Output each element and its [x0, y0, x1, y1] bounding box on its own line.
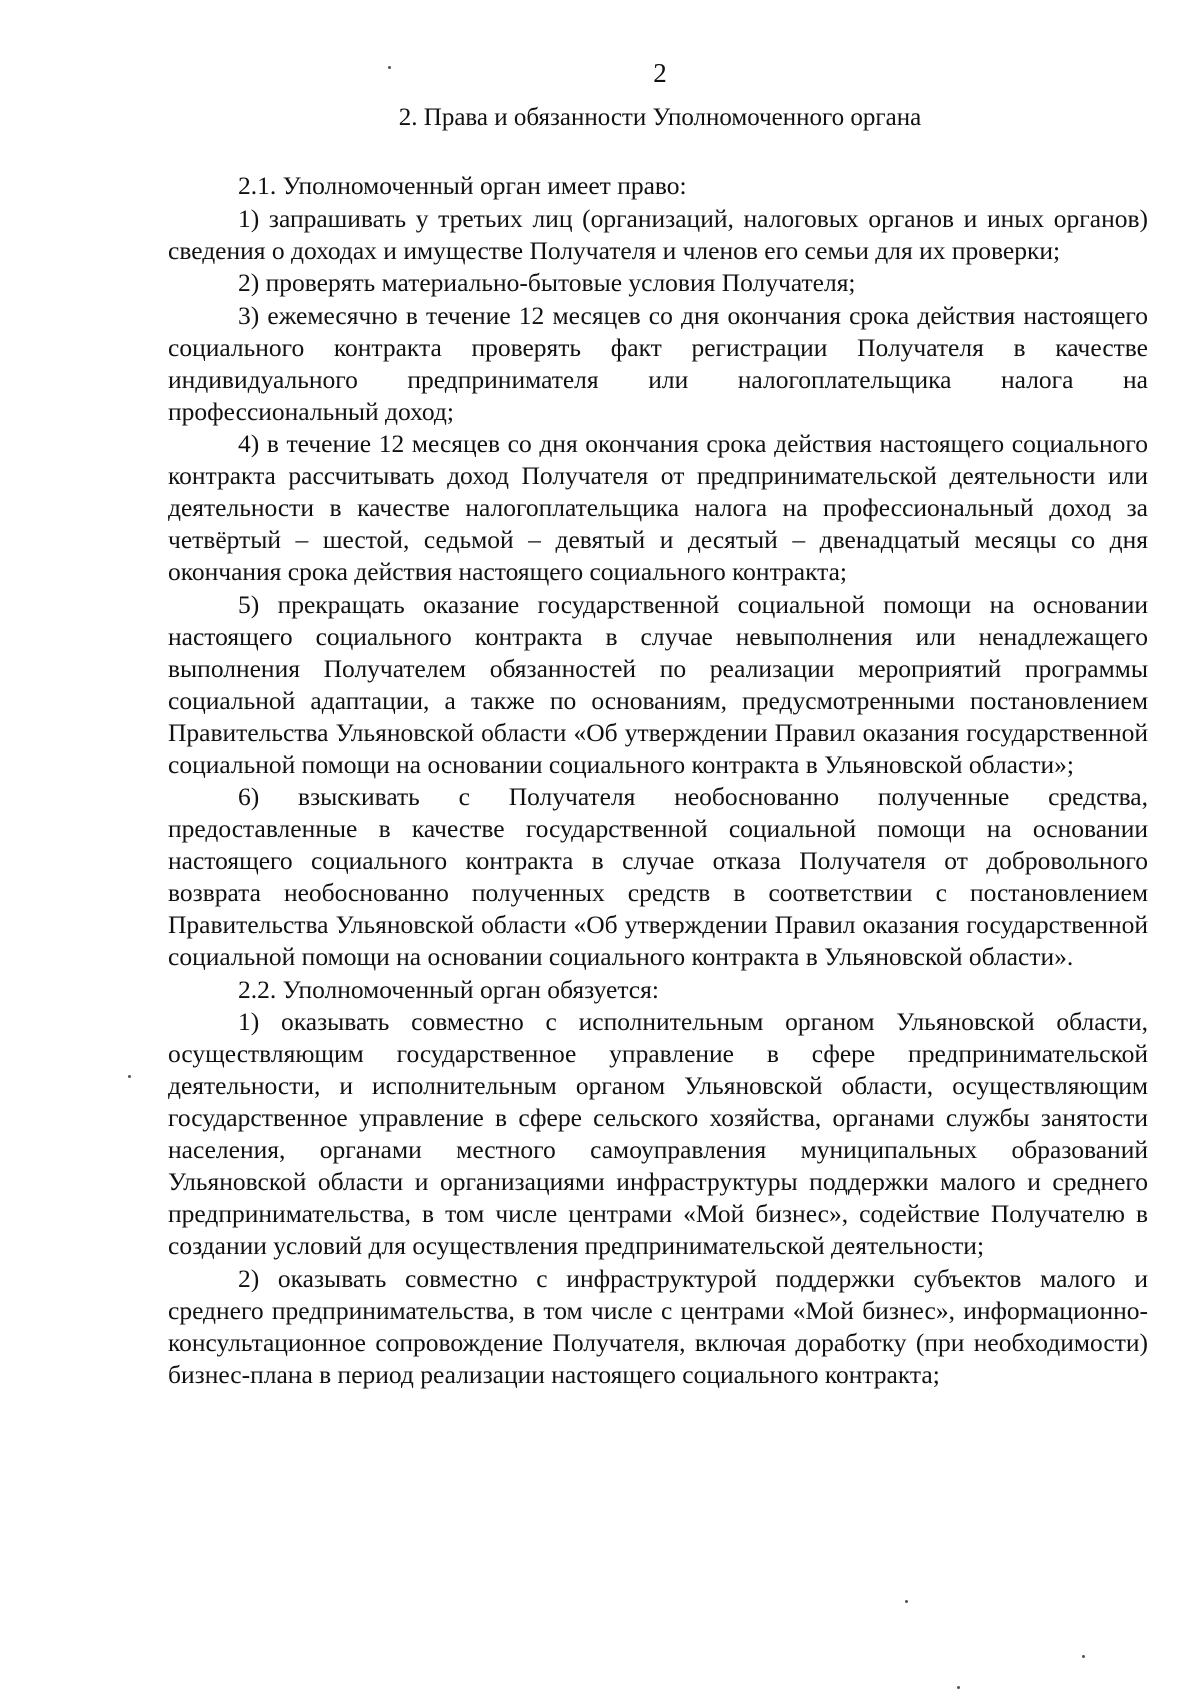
paragraph-item: 5) прекращать оказание государственной социальной помощи на основании настоящего социального контракта в случае невыполнения или ненадлежащего выполнения Получателем обязанностей по реализации мероприятий программы социальной адаптации, а также по основаниям, предусмотренными постановлением Правительства Ульяновской области «Об утверждении Правил оказания государственной социальной помощи на основании социального контракта в Ульяновской области»; [168, 589, 1148, 779]
section-title: 2. Права и обязанности Уполномоченного органа [398, 104, 922, 131]
paragraph-2-1-heading: 2.1. Уполномоченный орган имеет право: [238, 171, 687, 200]
paragraph-item: 1) оказывать совместно с исполнительным органом Ульяновской области, осуществляющим государственное управление в сфере предпринимательской деятельности, и исполнительным органом Ульяновской области, осуществляющим государственное управление в сфере сельского хозяйства, органами службы занятости населения, органами местного самоуправления муниципальных образований Ульяновской области и организациями инфраструктуры поддержки малого и среднего предпринимательства, в том числе центрами «Мой бизнес», содействие Получателю в создании условий для осуществления предпринимательской деятельности; [168, 1007, 1148, 1260]
paragraph-item: 4) в течение 12 месяцев со дня окончания срока действия настоящего социального контракта рассчитывать доход Получателя от предпринимательской деятельности или деятельности в качестве налогоплательщика налога на профессиональный доход за четвёртый – шестой, седьмой – девятый и десятый – двенадцатый месяцы со дня окончания срока действия настоящего социального контракта; [168, 429, 1148, 586]
paragraph-item: 2) проверять материально-бытовые условия Получателя; [238, 268, 856, 297]
paragraph-2-2-heading: 2.2. Уполномоченный орган обязуется: [238, 974, 659, 1004]
scan-speck [1082, 1655, 1085, 1658]
document-body [168, 170, 1148, 1391]
scan-speck [388, 66, 391, 69]
page-number: 2 [653, 58, 667, 88]
paragraph-item: 1) запрашивать у третьих лиц (организаций, налоговых органов и иных органов) сведения о доходах и имуществе Получателя и членов его семьи для их проверки; [168, 203, 1148, 265]
scan-speck [957, 1686, 960, 1689]
scan-speck [128, 1075, 131, 1078]
paragraph-item: 3) ежемесячно в течение 12 месяцев со дня окончания срока действия настоящего социального контракта проверять факт регистрации Получателя в качестве индивидуального предпринимателя или налогоплательщика налога на профессиональный доход; [168, 300, 1148, 426]
scan-speck [905, 1600, 908, 1603]
paragraph-item: 6) взыскивать с Получателя необоснованно полученные средства, предоставленные в качестве государственной социальной помощи на основании настоящего социального контракта в случае отказа Получателя от добровольного возврата необоснованно полученных средств в соответствии с постановлением Правительства Ульяновской области «Об утверждении Правил оказания государственной социальной помощи на основании социального контракта в Ульяновской области». [168, 782, 1148, 971]
paragraph-item: 2) оказывать совместно с инфраструктурой поддержки субъектов малого и среднего предпринимательства, в том числе с центрами «Мой бизнес», информационно-консультационное сопровождение Получателя, включая доработку (при необходимости) бизнес-плана в период реализации настоящего социального контракта; [168, 1263, 1148, 1389]
